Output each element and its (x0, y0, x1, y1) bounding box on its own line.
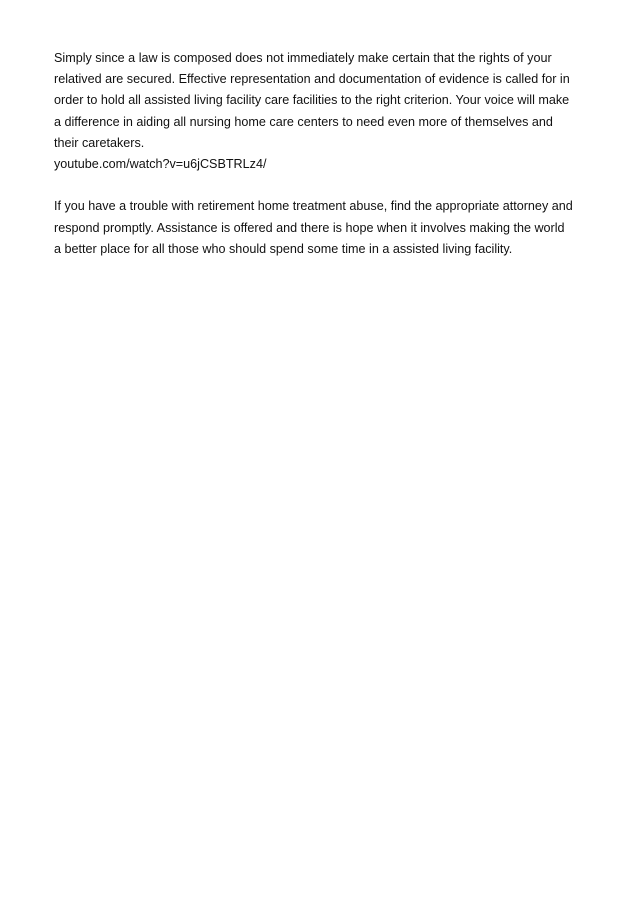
paragraph-2-line: If you have a trouble with retirement home treatment abuse, find the appropriate attorney and (54, 199, 573, 214)
paragraph-1-line: Simply since a law is composed does not immediately make certain that the rights of your (54, 51, 552, 65)
paragraph-1-line: a difference in aiding all nursing home care centers to need even more of themselves and (54, 114, 553, 129)
document-body (54, 48, 594, 260)
paragraph-1-line: relatived are secured. Effective representation and documentation of evidence is called for in (54, 72, 570, 87)
paragraph-2-line: a better place for all those who should spend some time in a assisted living facility. (54, 241, 513, 256)
paragraph-2 (54, 196, 594, 260)
paragraph-2-line: respond promptly. Assistance is offered and there is hope when it involves making the world (54, 220, 565, 235)
paragraph-1 (54, 48, 594, 154)
video-link[interactable]: youtube.com/watch?v=u6jCSBTRLz4/ (54, 157, 267, 172)
paragraph-spacer (54, 175, 594, 196)
paragraph-1-line: order to hold all assisted living facility care facilities to the right criterion. Your voice will make (54, 93, 570, 108)
paragraph-1-line: their caretakers. (54, 135, 145, 150)
